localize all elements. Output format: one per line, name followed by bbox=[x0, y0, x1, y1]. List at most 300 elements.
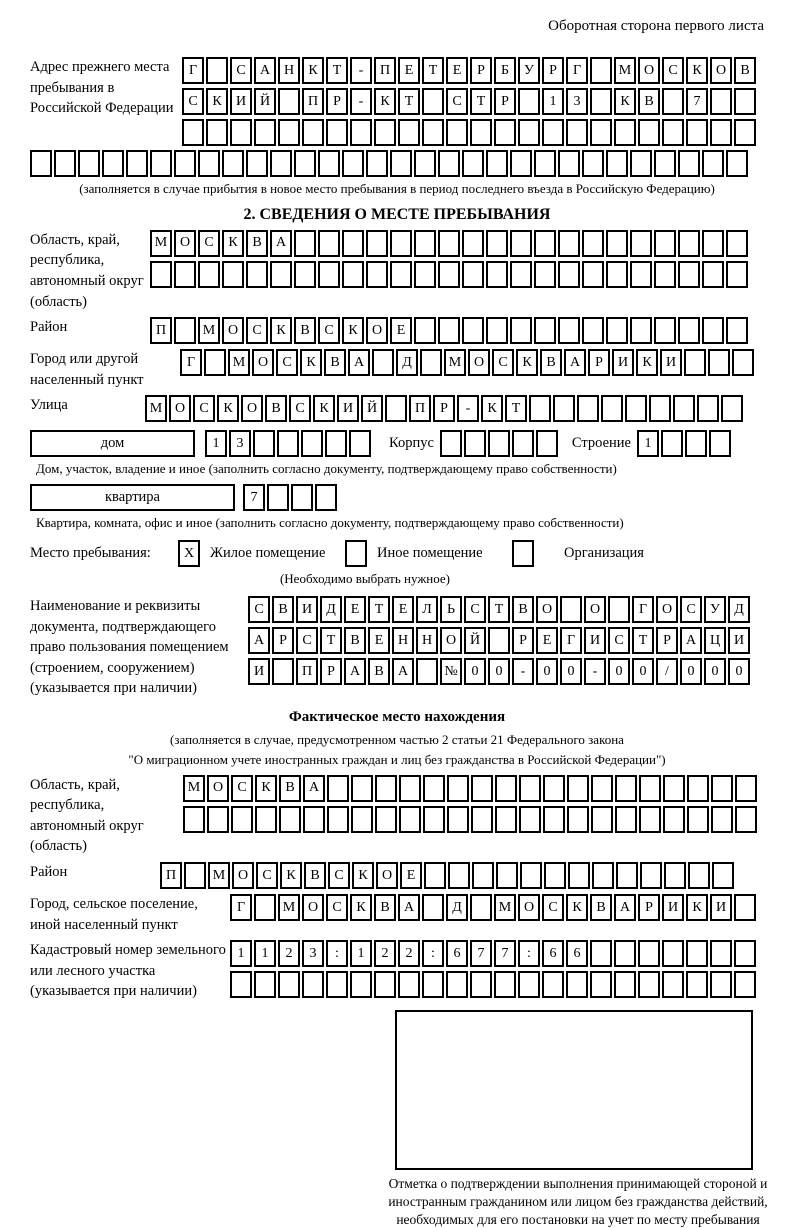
char-box[interactable]: С bbox=[542, 894, 564, 921]
char-box[interactable]: В bbox=[512, 596, 534, 623]
char-box[interactable]: М bbox=[183, 775, 205, 802]
char-box[interactable] bbox=[486, 150, 508, 177]
char-box[interactable] bbox=[471, 775, 493, 802]
char-box[interactable] bbox=[349, 430, 371, 457]
char-box[interactable] bbox=[678, 317, 700, 344]
char-box[interactable] bbox=[423, 775, 445, 802]
char-box[interactable] bbox=[470, 119, 492, 146]
char-box[interactable]: О bbox=[241, 395, 263, 422]
char-box[interactable] bbox=[278, 971, 300, 998]
char-box[interactable] bbox=[568, 862, 590, 889]
char-box[interactable]: М bbox=[145, 395, 167, 422]
char-box[interactable]: У bbox=[518, 57, 540, 84]
char-box[interactable]: Т bbox=[470, 88, 492, 115]
char-box[interactable]: - bbox=[584, 658, 606, 685]
char-box[interactable]: Й bbox=[254, 88, 276, 115]
char-box[interactable] bbox=[638, 940, 660, 967]
char-box[interactable]: К bbox=[374, 88, 396, 115]
char-box[interactable]: Т bbox=[326, 57, 348, 84]
char-box[interactable] bbox=[303, 806, 325, 833]
char-box[interactable]: О bbox=[536, 596, 558, 623]
char-box[interactable]: О bbox=[468, 349, 490, 376]
char-box[interactable] bbox=[662, 971, 684, 998]
char-box[interactable]: К bbox=[206, 88, 228, 115]
char-box[interactable] bbox=[601, 395, 623, 422]
char-box[interactable]: А bbox=[680, 627, 702, 654]
char-box[interactable] bbox=[462, 317, 484, 344]
char-box[interactable]: Е bbox=[392, 596, 414, 623]
char-box[interactable] bbox=[702, 261, 724, 288]
char-box[interactable]: К bbox=[516, 349, 538, 376]
char-box[interactable] bbox=[486, 317, 508, 344]
char-box[interactable] bbox=[710, 88, 732, 115]
char-box[interactable] bbox=[350, 119, 372, 146]
char-box[interactable] bbox=[732, 349, 754, 376]
char-box[interactable]: О bbox=[252, 349, 274, 376]
char-box[interactable] bbox=[649, 395, 671, 422]
char-box[interactable] bbox=[582, 317, 604, 344]
char-box[interactable] bbox=[711, 775, 733, 802]
char-box[interactable]: Р bbox=[588, 349, 610, 376]
char-box[interactable] bbox=[327, 775, 349, 802]
char-box[interactable]: Й bbox=[464, 627, 486, 654]
char-box[interactable] bbox=[253, 430, 275, 457]
char-box[interactable] bbox=[510, 317, 532, 344]
char-box[interactable]: О bbox=[207, 775, 229, 802]
char-box[interactable] bbox=[390, 261, 412, 288]
char-box[interactable] bbox=[350, 971, 372, 998]
char-box[interactable]: 1 bbox=[637, 430, 659, 457]
char-box[interactable]: К bbox=[686, 894, 708, 921]
char-box[interactable] bbox=[390, 230, 412, 257]
char-box[interactable]: А bbox=[344, 658, 366, 685]
char-box[interactable] bbox=[486, 230, 508, 257]
char-box[interactable] bbox=[710, 119, 732, 146]
char-box[interactable] bbox=[734, 971, 756, 998]
char-box[interactable] bbox=[318, 261, 340, 288]
char-box[interactable] bbox=[664, 862, 686, 889]
char-box[interactable] bbox=[710, 971, 732, 998]
char-box[interactable] bbox=[663, 775, 685, 802]
char-box[interactable] bbox=[230, 971, 252, 998]
char-box[interactable]: К bbox=[302, 57, 324, 84]
char-box[interactable]: И bbox=[584, 627, 606, 654]
char-box[interactable]: М bbox=[150, 230, 172, 257]
char-box[interactable]: 0 bbox=[608, 658, 630, 685]
apartment-type-box[interactable]: квартира bbox=[30, 484, 235, 511]
char-box[interactable]: 6 bbox=[446, 940, 468, 967]
char-box[interactable]: А bbox=[254, 57, 276, 84]
char-box[interactable] bbox=[495, 775, 517, 802]
char-box[interactable] bbox=[414, 150, 436, 177]
char-box[interactable]: Г bbox=[632, 596, 654, 623]
char-box[interactable] bbox=[590, 971, 612, 998]
char-box[interactable] bbox=[606, 150, 628, 177]
char-box[interactable]: 1 bbox=[254, 940, 276, 967]
char-box[interactable]: - bbox=[350, 88, 372, 115]
char-box[interactable] bbox=[254, 971, 276, 998]
char-box[interactable] bbox=[446, 971, 468, 998]
char-box[interactable] bbox=[231, 806, 253, 833]
char-box[interactable] bbox=[519, 806, 541, 833]
char-box[interactable]: П bbox=[160, 862, 182, 889]
char-box[interactable] bbox=[375, 775, 397, 802]
char-box[interactable]: Й bbox=[361, 395, 383, 422]
char-box[interactable]: И bbox=[248, 658, 270, 685]
char-box[interactable]: К bbox=[300, 349, 322, 376]
char-box[interactable] bbox=[496, 862, 518, 889]
char-box[interactable] bbox=[534, 230, 556, 257]
char-box[interactable]: К bbox=[270, 317, 292, 344]
char-box[interactable] bbox=[488, 430, 510, 457]
char-box[interactable] bbox=[662, 940, 684, 967]
char-box[interactable]: / bbox=[656, 658, 678, 685]
char-box[interactable]: С bbox=[182, 88, 204, 115]
char-box[interactable] bbox=[606, 317, 628, 344]
char-box[interactable] bbox=[486, 261, 508, 288]
char-box[interactable]: В bbox=[272, 596, 294, 623]
char-box[interactable] bbox=[697, 395, 719, 422]
char-box[interactable]: О bbox=[584, 596, 606, 623]
char-box[interactable]: М bbox=[228, 349, 250, 376]
char-box[interactable] bbox=[447, 806, 469, 833]
char-box[interactable] bbox=[78, 150, 100, 177]
char-box[interactable] bbox=[518, 88, 540, 115]
char-box[interactable] bbox=[416, 658, 438, 685]
char-box[interactable]: - bbox=[457, 395, 479, 422]
char-box[interactable] bbox=[662, 119, 684, 146]
char-box[interactable] bbox=[422, 971, 444, 998]
char-box[interactable]: 2 bbox=[374, 940, 396, 967]
char-box[interactable] bbox=[494, 971, 516, 998]
char-box[interactable] bbox=[590, 57, 612, 84]
char-box[interactable] bbox=[606, 230, 628, 257]
char-box[interactable]: С bbox=[326, 894, 348, 921]
char-box[interactable] bbox=[326, 119, 348, 146]
char-box[interactable] bbox=[542, 971, 564, 998]
char-box[interactable]: С bbox=[248, 596, 270, 623]
char-box[interactable] bbox=[438, 150, 460, 177]
char-box[interactable] bbox=[591, 775, 613, 802]
char-box[interactable]: И bbox=[612, 349, 634, 376]
char-box[interactable] bbox=[673, 395, 695, 422]
char-box[interactable] bbox=[399, 775, 421, 802]
char-box[interactable]: Т bbox=[422, 57, 444, 84]
char-box[interactable] bbox=[614, 119, 636, 146]
char-box[interactable] bbox=[150, 261, 172, 288]
char-box[interactable]: С bbox=[446, 88, 468, 115]
char-box[interactable] bbox=[327, 806, 349, 833]
char-box[interactable]: С bbox=[256, 862, 278, 889]
char-box[interactable]: А bbox=[270, 230, 292, 257]
char-box[interactable]: С bbox=[318, 317, 340, 344]
char-box[interactable] bbox=[366, 261, 388, 288]
char-box[interactable]: Д bbox=[396, 349, 418, 376]
char-box[interactable] bbox=[351, 775, 373, 802]
char-box[interactable] bbox=[630, 150, 652, 177]
char-box[interactable] bbox=[277, 430, 299, 457]
char-box[interactable] bbox=[302, 971, 324, 998]
char-box[interactable]: С bbox=[230, 57, 252, 84]
char-box[interactable]: 7 bbox=[686, 88, 708, 115]
char-box[interactable]: : bbox=[326, 940, 348, 967]
char-box[interactable]: К bbox=[255, 775, 277, 802]
char-box[interactable] bbox=[206, 57, 228, 84]
char-box[interactable]: В bbox=[344, 627, 366, 654]
char-box[interactable] bbox=[198, 150, 220, 177]
char-box[interactable] bbox=[398, 971, 420, 998]
char-box[interactable] bbox=[366, 150, 388, 177]
char-box[interactable] bbox=[614, 971, 636, 998]
char-box[interactable] bbox=[267, 484, 289, 511]
char-box[interactable]: Е bbox=[536, 627, 558, 654]
char-box[interactable]: Р bbox=[272, 627, 294, 654]
char-box[interactable]: М bbox=[278, 894, 300, 921]
char-box[interactable]: 1 bbox=[542, 88, 564, 115]
char-box[interactable] bbox=[279, 806, 301, 833]
char-box[interactable] bbox=[198, 261, 220, 288]
char-box[interactable] bbox=[174, 317, 196, 344]
stay-checkbox-other[interactable] bbox=[345, 540, 367, 567]
char-box[interactable]: В bbox=[265, 395, 287, 422]
char-box[interactable]: В bbox=[279, 775, 301, 802]
char-box[interactable] bbox=[510, 150, 532, 177]
char-box[interactable]: В bbox=[294, 317, 316, 344]
char-box[interactable]: 7 bbox=[470, 940, 492, 967]
char-box[interactable] bbox=[325, 430, 347, 457]
char-box[interactable]: Е bbox=[390, 317, 412, 344]
char-box[interactable]: 0 bbox=[488, 658, 510, 685]
char-box[interactable]: А bbox=[398, 894, 420, 921]
char-box[interactable] bbox=[726, 317, 748, 344]
char-box[interactable]: Ц bbox=[704, 627, 726, 654]
char-box[interactable] bbox=[590, 88, 612, 115]
char-box[interactable] bbox=[495, 806, 517, 833]
char-box[interactable] bbox=[567, 775, 589, 802]
char-box[interactable]: Т bbox=[632, 627, 654, 654]
char-box[interactable]: 3 bbox=[302, 940, 324, 967]
char-box[interactable] bbox=[734, 894, 756, 921]
char-box[interactable]: В bbox=[324, 349, 346, 376]
char-box[interactable]: В bbox=[638, 88, 660, 115]
char-box[interactable]: Р bbox=[320, 658, 342, 685]
char-box[interactable]: Е bbox=[446, 57, 468, 84]
char-box[interactable]: Б bbox=[494, 57, 516, 84]
char-box[interactable] bbox=[206, 119, 228, 146]
char-box[interactable]: 0 bbox=[632, 658, 654, 685]
char-box[interactable]: А bbox=[614, 894, 636, 921]
char-box[interactable]: П bbox=[302, 88, 324, 115]
char-box[interactable]: У bbox=[704, 596, 726, 623]
char-box[interactable] bbox=[472, 862, 494, 889]
char-box[interactable]: Л bbox=[416, 596, 438, 623]
char-box[interactable]: М bbox=[494, 894, 516, 921]
char-box[interactable]: О bbox=[302, 894, 324, 921]
char-box[interactable] bbox=[399, 806, 421, 833]
char-box[interactable] bbox=[510, 261, 532, 288]
char-box[interactable] bbox=[590, 940, 612, 967]
char-box[interactable]: С bbox=[276, 349, 298, 376]
char-box[interactable]: : bbox=[518, 940, 540, 967]
char-box[interactable] bbox=[270, 261, 292, 288]
char-box[interactable] bbox=[375, 806, 397, 833]
char-box[interactable] bbox=[520, 862, 542, 889]
char-box[interactable] bbox=[518, 119, 540, 146]
char-box[interactable]: Г bbox=[230, 894, 252, 921]
char-box[interactable] bbox=[230, 119, 252, 146]
char-box[interactable] bbox=[582, 230, 604, 257]
char-box[interactable] bbox=[536, 430, 558, 457]
char-box[interactable]: К bbox=[481, 395, 503, 422]
char-box[interactable]: Г bbox=[180, 349, 202, 376]
char-box[interactable]: С bbox=[289, 395, 311, 422]
char-box[interactable]: 7 bbox=[243, 484, 265, 511]
char-box[interactable]: К bbox=[636, 349, 658, 376]
char-box[interactable] bbox=[30, 150, 52, 177]
char-box[interactable] bbox=[687, 775, 709, 802]
char-box[interactable]: Р bbox=[494, 88, 516, 115]
char-box[interactable] bbox=[735, 806, 757, 833]
char-box[interactable] bbox=[447, 775, 469, 802]
char-box[interactable] bbox=[654, 261, 676, 288]
char-box[interactable] bbox=[735, 775, 757, 802]
char-box[interactable] bbox=[315, 484, 337, 511]
char-box[interactable] bbox=[678, 150, 700, 177]
char-box[interactable]: И bbox=[728, 627, 750, 654]
char-box[interactable] bbox=[630, 317, 652, 344]
char-box[interactable] bbox=[685, 430, 707, 457]
char-box[interactable]: Т bbox=[368, 596, 390, 623]
char-box[interactable]: 0 bbox=[464, 658, 486, 685]
char-box[interactable] bbox=[272, 658, 294, 685]
char-box[interactable]: М bbox=[208, 862, 230, 889]
char-box[interactable] bbox=[462, 230, 484, 257]
char-box[interactable]: С bbox=[492, 349, 514, 376]
char-box[interactable]: 1 bbox=[205, 430, 227, 457]
char-box[interactable] bbox=[726, 150, 748, 177]
char-box[interactable] bbox=[543, 775, 565, 802]
char-box[interactable]: 6 bbox=[566, 940, 588, 967]
char-box[interactable] bbox=[278, 88, 300, 115]
char-box[interactable] bbox=[686, 119, 708, 146]
char-box[interactable]: Г bbox=[182, 57, 204, 84]
char-box[interactable]: Г bbox=[560, 627, 582, 654]
char-box[interactable]: 7 bbox=[494, 940, 516, 967]
char-box[interactable] bbox=[446, 119, 468, 146]
char-box[interactable] bbox=[638, 971, 660, 998]
char-box[interactable]: А bbox=[392, 658, 414, 685]
char-box[interactable] bbox=[630, 261, 652, 288]
char-box[interactable] bbox=[150, 150, 172, 177]
char-box[interactable] bbox=[590, 119, 612, 146]
char-box[interactable] bbox=[654, 317, 676, 344]
char-box[interactable]: С bbox=[328, 862, 350, 889]
char-box[interactable] bbox=[438, 317, 460, 344]
char-box[interactable] bbox=[182, 119, 204, 146]
char-box[interactable] bbox=[529, 395, 551, 422]
char-box[interactable] bbox=[390, 150, 412, 177]
char-box[interactable]: Н bbox=[278, 57, 300, 84]
char-box[interactable] bbox=[640, 862, 662, 889]
char-box[interactable] bbox=[222, 261, 244, 288]
char-box[interactable] bbox=[174, 261, 196, 288]
char-box[interactable]: М bbox=[198, 317, 220, 344]
char-box[interactable] bbox=[440, 430, 462, 457]
char-box[interactable]: Н bbox=[392, 627, 414, 654]
char-box[interactable]: 0 bbox=[536, 658, 558, 685]
char-box[interactable]: С bbox=[246, 317, 268, 344]
char-box[interactable] bbox=[734, 940, 756, 967]
char-box[interactable] bbox=[54, 150, 76, 177]
char-box[interactable] bbox=[207, 806, 229, 833]
char-box[interactable] bbox=[558, 317, 580, 344]
char-box[interactable] bbox=[372, 349, 394, 376]
char-box[interactable]: С bbox=[662, 57, 684, 84]
char-box[interactable]: О bbox=[376, 862, 398, 889]
char-box[interactable]: И bbox=[337, 395, 359, 422]
char-box[interactable] bbox=[687, 806, 709, 833]
char-box[interactable]: Ь bbox=[440, 596, 462, 623]
char-box[interactable]: С bbox=[680, 596, 702, 623]
char-box[interactable] bbox=[734, 88, 756, 115]
char-box[interactable]: Р bbox=[638, 894, 660, 921]
char-box[interactable]: А bbox=[348, 349, 370, 376]
char-box[interactable]: 6 bbox=[542, 940, 564, 967]
char-box[interactable]: 0 bbox=[728, 658, 750, 685]
char-box[interactable] bbox=[291, 484, 313, 511]
char-box[interactable]: С bbox=[296, 627, 318, 654]
char-box[interactable]: К bbox=[686, 57, 708, 84]
char-box[interactable]: К bbox=[222, 230, 244, 257]
char-box[interactable] bbox=[351, 806, 373, 833]
char-box[interactable] bbox=[318, 150, 340, 177]
char-box[interactable]: 0 bbox=[560, 658, 582, 685]
char-box[interactable]: К bbox=[566, 894, 588, 921]
char-box[interactable] bbox=[534, 261, 556, 288]
char-box[interactable]: К bbox=[217, 395, 239, 422]
char-box[interactable] bbox=[398, 119, 420, 146]
char-box[interactable]: А bbox=[248, 627, 270, 654]
char-box[interactable]: Г bbox=[566, 57, 588, 84]
char-box[interactable] bbox=[183, 806, 205, 833]
char-box[interactable]: О bbox=[169, 395, 191, 422]
house-type-box[interactable]: дом bbox=[30, 430, 195, 457]
char-box[interactable] bbox=[630, 230, 652, 257]
char-box[interactable]: О bbox=[440, 627, 462, 654]
char-box[interactable] bbox=[709, 430, 731, 457]
char-box[interactable]: И bbox=[662, 894, 684, 921]
char-box[interactable]: Р bbox=[656, 627, 678, 654]
char-box[interactable] bbox=[558, 230, 580, 257]
char-box[interactable] bbox=[654, 230, 676, 257]
char-box[interactable] bbox=[374, 971, 396, 998]
char-box[interactable] bbox=[567, 806, 589, 833]
char-box[interactable] bbox=[366, 230, 388, 257]
char-box[interactable] bbox=[414, 317, 436, 344]
char-box[interactable]: Р bbox=[512, 627, 534, 654]
char-box[interactable] bbox=[582, 261, 604, 288]
char-box[interactable] bbox=[470, 894, 492, 921]
char-box[interactable]: 3 bbox=[229, 430, 251, 457]
char-box[interactable]: М bbox=[444, 349, 466, 376]
char-box[interactable] bbox=[512, 430, 534, 457]
char-box[interactable] bbox=[422, 119, 444, 146]
char-box[interactable] bbox=[702, 150, 724, 177]
char-box[interactable] bbox=[560, 596, 582, 623]
char-box[interactable]: 2 bbox=[278, 940, 300, 967]
char-box[interactable]: В bbox=[304, 862, 326, 889]
char-box[interactable]: С bbox=[464, 596, 486, 623]
